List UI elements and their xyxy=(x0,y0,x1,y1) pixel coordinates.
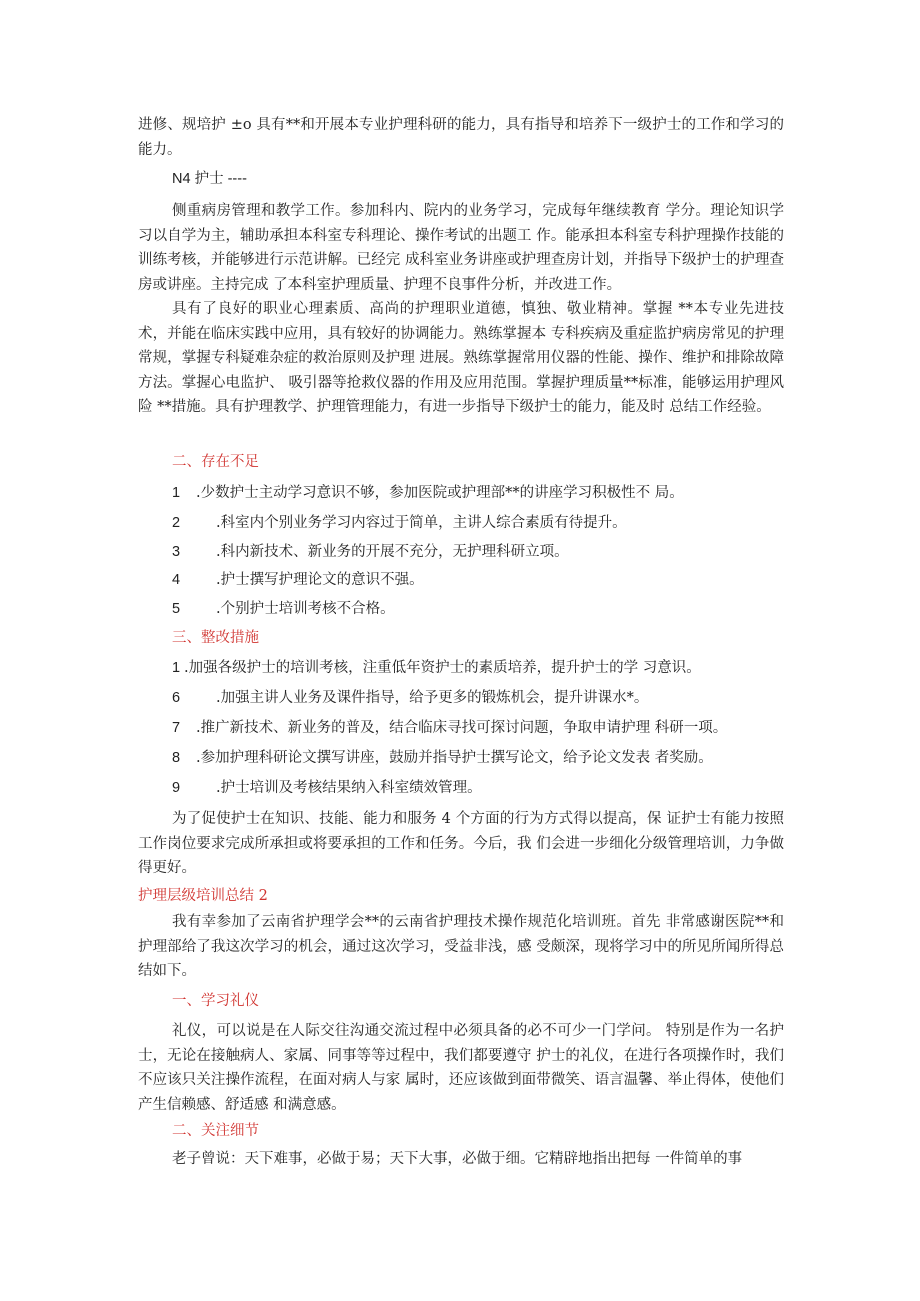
section-title-summary-2: 护理层级培训总结 2 xyxy=(138,888,268,904)
list-item-number: 8 xyxy=(172,750,181,766)
list-item-number: 6 xyxy=(172,690,181,706)
paragraph-details: 老子曾说：天下难事，必做于易；天下大事，必做于细。它精辟地指出把每 一件简单的事 xyxy=(172,1151,743,1167)
list-item xyxy=(172,687,648,709)
list-item xyxy=(172,541,569,563)
list-item xyxy=(172,657,701,679)
list-item-text: .个别护士培训考核不合格。 xyxy=(216,601,395,617)
paragraph-etiquette: 礼仪，可以说是在人际交往沟通交流过程中必须具备的必不可少一门学问。 特别是作为一名护士，无论在接触病人、家属、同事等等过程中，我们都要遵守 护士的礼仪，在进行各项操作时，我们不应该只关注操作流程，在面对病人与家 属时，还应该做到面带微笑、语言温馨、举止得体，使他们产生信赖感、舒适感 和满意感。 xyxy=(138,1023,784,1113)
list-item xyxy=(172,598,395,620)
list-item-text: .参加护理科研论文撰写讲座，鼓励并指导护士撰写论文，给予论文发表 者奖励。 xyxy=(196,750,713,766)
list-item-number: 1 xyxy=(172,485,181,501)
n4-nurse-label: N4 护士 ---- xyxy=(172,171,247,187)
paragraph-conclusion: 为了促使护士在知识、技能、能力和服务 4 个方面的行为方式得以提高，保 证护士有能力按照工作岗位要求完成所承担或将要承担的工作和任务。今后，我 们会进一步细化分级管理培训，力争做得更好。 xyxy=(138,811,784,876)
heading-measures: 三、整改措施 xyxy=(172,630,259,646)
list-item-number: 5 xyxy=(172,601,181,617)
list-item-number: 1 xyxy=(172,660,181,676)
paragraph-intro-2: 我有幸参加了云南省护理学会**的云南省护理技术操作规范化培训班。首先 非常感谢医院**和护理部给了我这次学习的机会，通过这次学习，受益非浅，感 受颇深，现将学习中的所见所闻所得总结如下。 xyxy=(138,914,784,979)
list-item xyxy=(172,482,684,504)
list-item-number: 4 xyxy=(172,572,181,588)
list-item-number: 7 xyxy=(172,720,181,736)
list-item-text: .少数护士主动学习意识不够，参加医院或护理部**的讲座学习积极性不 局。 xyxy=(196,485,684,501)
paragraph-n4-duties: 侧重病房管理和教学工作。参加科内、院内的业务学习，完成每年继续教育 学分。理论知识学习以自学为主，辅助承担本科室专科理论、操作考试的出题工 作。能承担本科室专科护理操作技能的训练考核，并能够进行示范讲解。已经完 成科室业务讲座或护理查房计划，并指导下级护士的护理查房或讲座。主持完成 了本科室护理质量、护理不良事件分析，并改进工作。 xyxy=(138,203,784,293)
list-item xyxy=(172,747,713,769)
list-item-text: .加强主讲人业务及课件指导，给予更多的锻炼机会，提升讲课水*。 xyxy=(216,690,649,706)
list-item-text: .护士培训及考核结果纳入科室绩效管理。 xyxy=(216,780,482,796)
paragraph-intro: 进修、规培护 ±o 具有**和开展本专业护理科研的能力，具有指导和培养下一级护士的工作和学习的能力。 xyxy=(138,117,784,158)
list-item xyxy=(172,512,627,534)
list-item xyxy=(172,777,482,799)
list-item-number: 9 xyxy=(172,780,181,796)
list-item xyxy=(172,569,424,591)
heading-etiquette: 一、学习礼仪 xyxy=(172,993,259,1009)
list-item-number: 2 xyxy=(172,515,181,531)
list-item-text: .科内新技术、新业务的开展不充分，无护理科研立项。 xyxy=(216,544,569,560)
list-item-text: .护士撰写护理论文的意识不强。 xyxy=(216,572,424,588)
list-item-text: .科室内个别业务学习内容过于简单，主讲人综合素质有待提升。 xyxy=(216,515,627,531)
list-item-text: .推广新技术、新业务的普及，结合临床寻找可探讨问题，争取申请护理 科研一项。 xyxy=(196,720,728,736)
paragraph-n4-qualities: 具有了良好的职业心理素质、高尚的护理职业道德，慎独、敬业精神。掌握 **本专业先进技术，并能在临床实践中应用，具有较好的协调能力。熟练掌握本 专科疾病及重症监护病房常见的护理常规，掌握专科疑难杂症的救治原则及护理 进展。熟练掌握常用仪器的性能、操作、维护和排除故障方法。掌握心电监护、 吸引器等抢救仪器的作用及应用范围。掌握护理质量**标准，能够运用护理风险 **措施。具有护理教学、护理管理能力，有进一步指导下级护士的能力，能及时 总结工作经验。 xyxy=(138,301,784,415)
list-item xyxy=(172,717,727,739)
heading-details: 二、关注细节 xyxy=(172,1123,259,1139)
heading-shortcomings: 二、存在不足 xyxy=(172,454,259,470)
list-item-number: 3 xyxy=(172,544,181,560)
list-item-text: .加强各级护士的培训考核，注重低年资护士的素质培养，提升护士的学 习意识。 xyxy=(184,660,701,676)
